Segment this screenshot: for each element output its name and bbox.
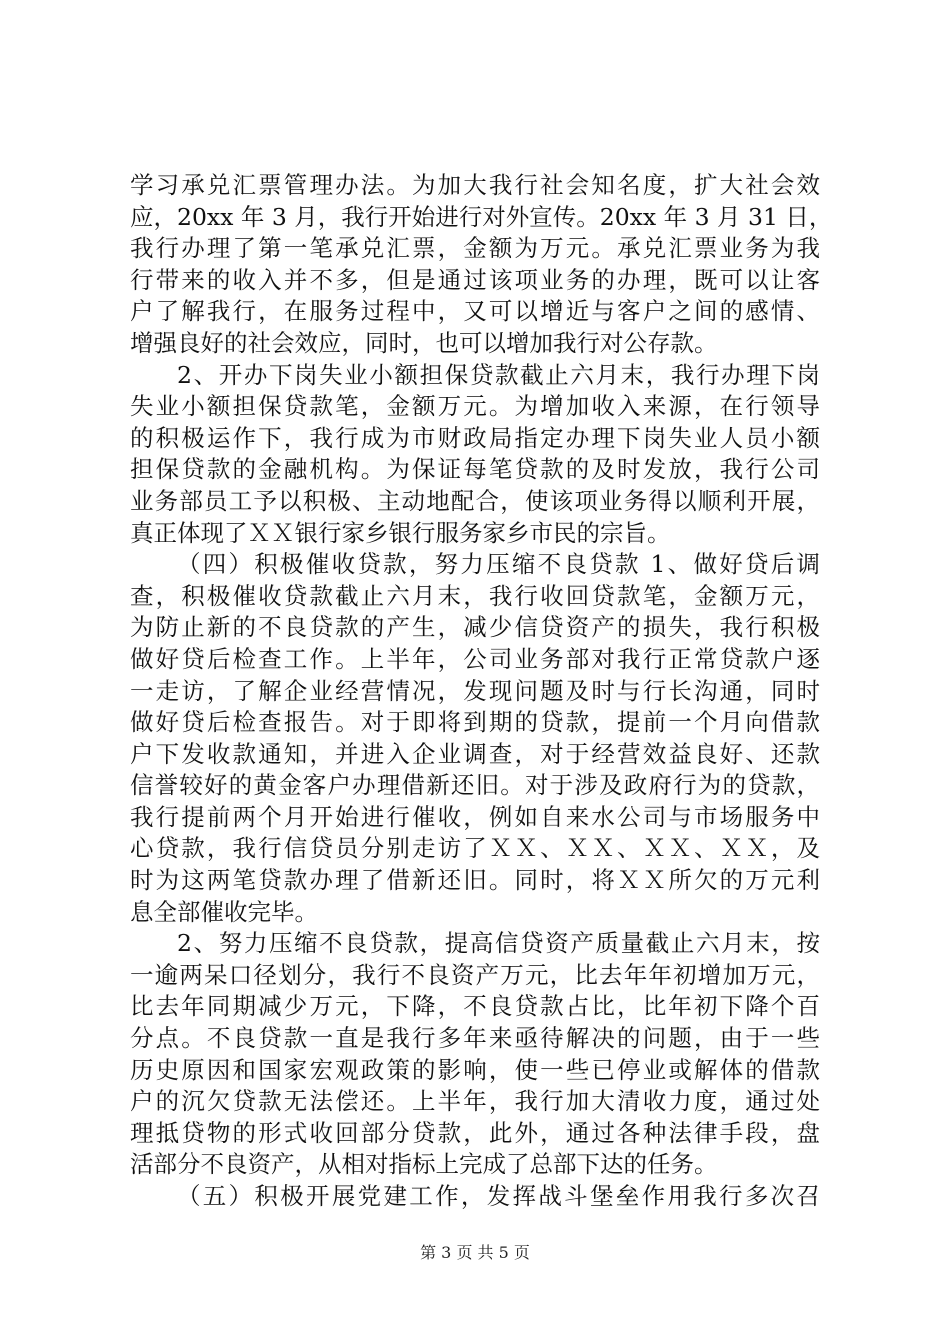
text-line: 户下发收款通知，并进入企业调查，对于经营效益良好、还款 xyxy=(130,739,820,768)
text-line: 业务部员工予以积极、主动地配合，使该项业务得以顺利开展， xyxy=(130,486,820,515)
text-line: 分点。不良贷款一直是我行多年来亟待解决的问题，由于一些 xyxy=(130,1024,820,1053)
document-body xyxy=(130,170,833,1213)
text-line: 心贷款，我行信贷员分别走访了ＸＸ、ＸＸ、ＸＸ、ＸＸ，及 xyxy=(130,834,820,863)
text-line: （五）积极开展党建工作，发挥战斗堡垒作用我行多次召 xyxy=(177,1182,820,1210)
text-line: 户了解我行，在服务过程中，又可以增近与客户之间的感情、 xyxy=(130,297,820,326)
text-line: 一逾两呆口径划分，我行不良资产万元，比去年年初增加万元， xyxy=(130,960,820,989)
text-line: 历史原因和国家宏观政策的影响，使一些已停业或解体的借款 xyxy=(130,1055,820,1084)
text-line: 做好贷后检查工作。上半年，公司业务部对我行正常贷款户逐 xyxy=(130,644,820,673)
text-line: 担保贷款的金融机构。为保证每笔贷款的及时发放，我行公司 xyxy=(130,455,820,484)
text-line: 2、开办下岗失业小额担保贷款截止六月末，我行办理下岗 xyxy=(177,360,820,389)
text-line: （四）积极催收贷款，努力压缩不良贷款 1、做好贷后调 xyxy=(177,550,820,579)
text-line: 2、努力压缩不良贷款，提高信贷资产质量截止六月末，按 xyxy=(177,929,820,958)
text-line: 我行办理了第一笔承兑汇票，金额为万元。承兑汇票业务为我 xyxy=(130,234,820,263)
text-line: 比去年同期减少万元，下降，不良贷款占比，比年初下降个百 xyxy=(130,992,820,1021)
text-line: 做好贷后检查报告。对于即将到期的贷款，提前一个月向借款 xyxy=(130,708,820,737)
text-line: 我行提前两个月开始进行催收，例如自来水公司与市场服务中 xyxy=(130,802,820,831)
text-line: 活部分不良资产，从相对指标上完成了总部下达的任务。 xyxy=(130,1150,718,1179)
text-line: 的积极运作下，我行成为市财政局指定办理下岗失业人员小额 xyxy=(130,423,820,452)
text-line: 应，20xx 年 3 月，我行开始进行对外宣传。20xx 年 3 月 31 日， xyxy=(130,202,833,231)
text-line: 行带来的收入并不多，但是通过该项业务的办理，既可以让客 xyxy=(130,265,820,294)
text-line: 息全部催收完毕。 xyxy=(130,897,318,926)
text-line: 理抵贷物的形式收回部分贷款，此外，通过各种法律手段，盘 xyxy=(130,1118,820,1147)
text-line: 查，积极催收贷款截止六月末，我行收回贷款笔，金额万元， xyxy=(130,581,820,610)
text-line: 增强良好的社会效应，同时，也可以增加我行对公存款。 xyxy=(130,328,718,357)
text-line: 户的沉欠贷款无法偿还。上半年，我行加大清收力度，通过处 xyxy=(130,1087,820,1116)
text-line: 一走访，了解企业经营情况，发现问题及时与行长沟通，同时 xyxy=(130,676,820,705)
text-line: 信誉较好的黄金客户办理借新还旧。对于涉及政府行为的贷款， xyxy=(130,771,820,800)
text-line: 真正体现了ＸＸ银行家乡银行服务家乡市民的宗旨。 xyxy=(130,518,671,547)
page-footer: 第 3 页 共 5 页 xyxy=(420,1243,530,1262)
text-line: 学习承兑汇票管理办法。为加大我行社会知名度，扩大社会效 xyxy=(130,171,820,199)
text-line: 为防止新的不良贷款的产生，减少信贷资产的损失，我行积极 xyxy=(130,613,820,642)
text-line: 时为这两笔贷款办理了借新还旧。同时，将ＸＸ所欠的万元利 xyxy=(130,866,820,895)
text-line: 失业小额担保贷款笔，金额万元。为增加收入来源，在行领导 xyxy=(130,392,820,421)
